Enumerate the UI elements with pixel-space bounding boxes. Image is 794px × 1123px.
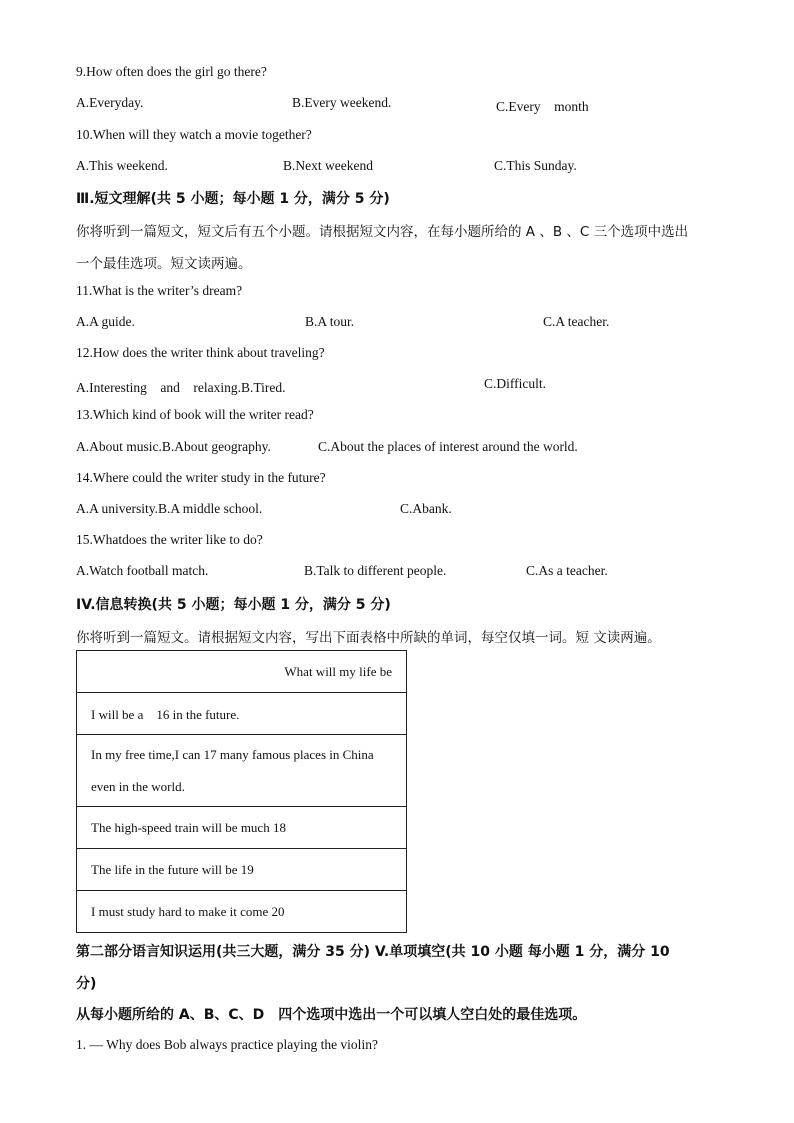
question-11-stem: 11.What is the writer’s dream? (76, 283, 243, 298)
question-13-option-c: C.About the places of interest around the world. (318, 439, 578, 454)
question-15-option-b: B.Talk to different people. (304, 563, 447, 578)
question-12-stem: 12.How does the writer think about traveling? (76, 345, 325, 360)
table-row (77, 735, 407, 807)
question-14-option-c: C.Abank. (400, 501, 452, 516)
question-9-stem: 9.How often does the girl go there? (76, 64, 267, 79)
question-9-option-b: B.Every weekend. (292, 95, 392, 110)
table-cell-17-line1: In my free time,I can 17 many famous places in China (91, 746, 374, 762)
table-row (77, 693, 407, 735)
table-row (77, 651, 407, 693)
question-14-options-ab: A.A university.B.A middle school. (76, 501, 263, 516)
table-row (77, 891, 407, 933)
question-10-option-b: B.Next weekend (283, 158, 373, 173)
question-12-option-c: C.Difficult. (484, 376, 546, 391)
question-11-option-b: B.A tour. (305, 314, 355, 329)
question-15-option-c: C.As a teacher. (526, 563, 608, 578)
table-cell-20: I must study hard to make it come 20 (77, 891, 407, 933)
table-header-cell: What will my life be (77, 651, 407, 693)
section-4-heading: IV.信息转换(共 5 小题；每小题 1 分，满分 5 分) (76, 597, 391, 613)
table-cell-18: The high-speed train will be much 18 (77, 807, 407, 849)
section-4-instructions: 你将听到一篇短文。请根据短文内容，写出下面表格中所缺的单词，每空仅填一词。短 文读两遍。 (76, 630, 661, 646)
part-2-instructions: 从每小题所给的 A、B、C、D 四个选项中选出一个可以填人空白处的最佳选项。 (76, 1007, 587, 1023)
question-10-option-a: A.This weekend. (76, 158, 168, 173)
question-15-option-a: A.Watch football match. (76, 563, 209, 578)
table-cell-19: The life in the future will be 19 (77, 849, 407, 891)
table-cell-16: I will be a 16 in the future. (77, 693, 407, 735)
question-15-stem: 15.Whatdoes the writer like to do? (76, 532, 263, 547)
question-14-stem: 14.Where could the writer study in the future? (76, 470, 326, 485)
question-1-stem: 1. — Why does Bob always practice playing the violin? (76, 1037, 378, 1052)
question-13-options-ab: A.About music.B.About geography. (76, 439, 271, 454)
question-10-stem: 10.When will they watch a movie together? (76, 127, 312, 142)
table-cell-17-line2: even in the world. (91, 778, 185, 794)
section-3-instructions-cont: 一个最佳选项。短文读两遍。 (76, 256, 252, 272)
part-2-heading: 第二部分语言知识运用(共三大题，满分 35 分) V.单项填空(共 10 小题 每小题 1 分，满分 10 (76, 944, 670, 960)
section-3-instructions: 你将听到一篇短文，短文后有五个小题。请根据短文内容，在每小题所给的 A 、B 、C 三个选项中选出 (76, 224, 689, 240)
table-row (77, 807, 407, 849)
question-9-option-a: A.Everyday. (76, 95, 144, 110)
question-12-options-ab: A.Interesting and relaxing.B.Tired. (76, 380, 286, 395)
info-transfer-table (76, 650, 407, 933)
question-13-stem: 13.Which kind of book will the writer read? (76, 407, 314, 422)
part-2-heading-cont: 分) (76, 976, 97, 992)
question-10-option-c: C.This Sunday. (494, 158, 577, 173)
table-cell-17 (77, 735, 407, 807)
question-11-option-c: C.A teacher. (543, 314, 610, 329)
section-3-heading: Ⅲ.短文理解(共 5 小题；每小题 1 分，满分 5 分) (76, 191, 390, 207)
question-9-option-c: C.Every month (496, 99, 589, 114)
question-11-option-a: A.A guide. (76, 314, 135, 329)
table-row (77, 849, 407, 891)
